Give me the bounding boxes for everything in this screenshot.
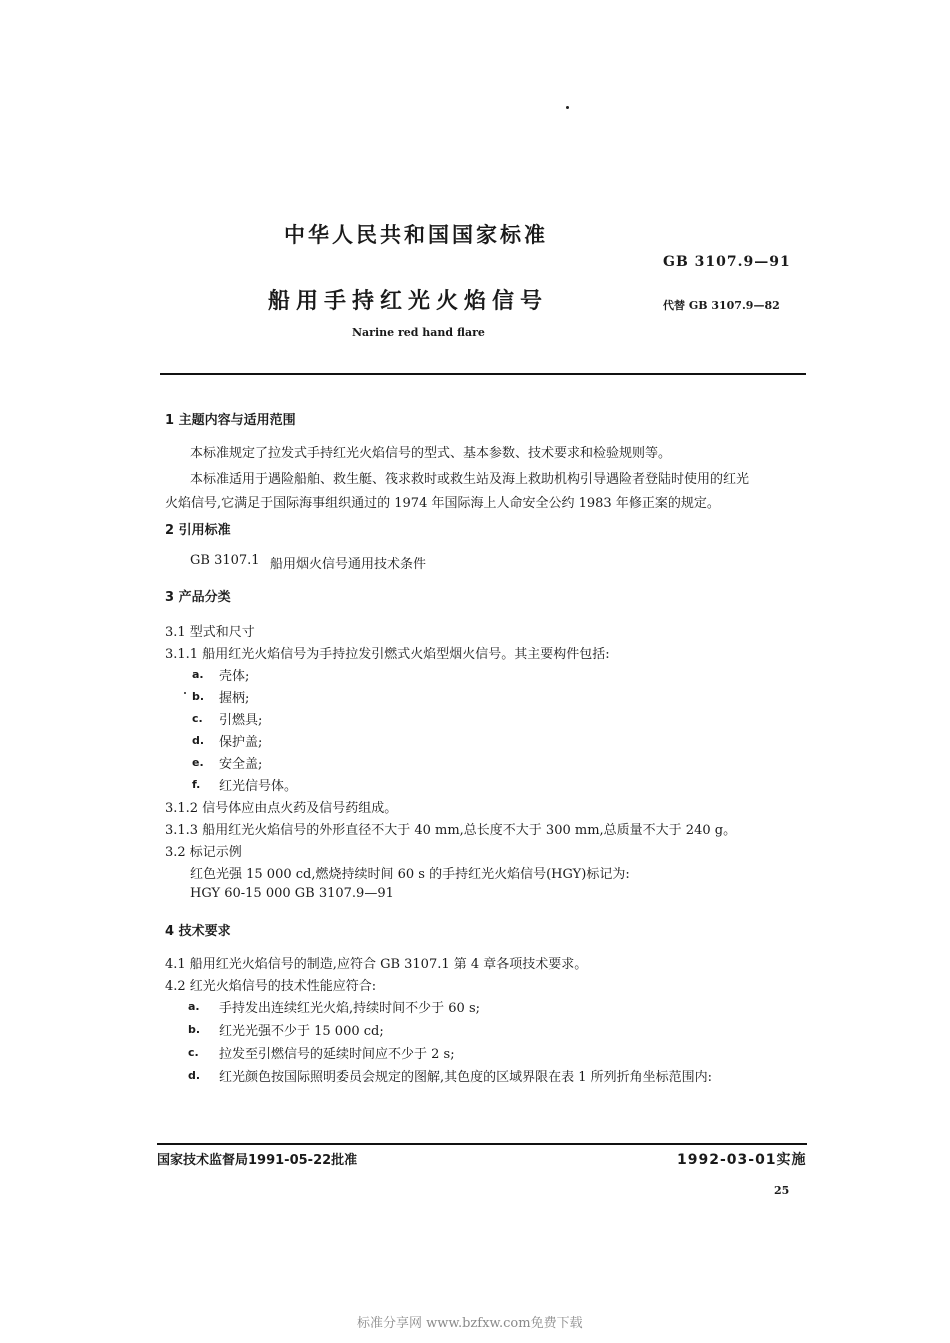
section-3-heading: 3 产品分类 <box>165 590 231 605</box>
component-label: d. <box>192 734 205 747</box>
component-item: 引燃具; <box>219 713 263 728</box>
marking-example-line-2: HGY 60-15 000 GB 3107.9—91 <box>190 886 394 901</box>
document-title: 船用手持红光火焰信号 <box>268 289 549 314</box>
standard-code: GB 3107.9—91 <box>663 254 791 270</box>
requirement-item: 手持发出连续红光火焰,持续时间不少于 60 s; <box>219 1001 480 1016</box>
clause-4-2: 4.2 红光火焰信号的技术性能应符合: <box>165 979 377 994</box>
reference-title: 船用烟火信号通用技术条件 <box>270 557 427 572</box>
clause-3-1: 3.1 型式和尺寸 <box>165 625 255 640</box>
component-item: 保护盖; <box>219 735 263 750</box>
site-watermark: 标准分享网 www.bzfxw.com免费下载 <box>357 1316 583 1331</box>
component-label: e. <box>192 756 204 769</box>
component-item: 握柄; <box>219 691 250 706</box>
section-1-paragraph-1: 本标准规定了拉发式手持红光火焰信号的型式、基本参数、技术要求和检验规则等。 <box>190 446 672 461</box>
requirement-label: b. <box>188 1023 201 1036</box>
clause-3-2: 3.2 标记示例 <box>165 845 242 860</box>
requirement-label: c. <box>188 1046 199 1059</box>
component-item: 壳体; <box>219 669 250 684</box>
approval-date: 国家技术监督局1991-05-22批准 <box>157 1153 358 1168</box>
issuing-country-title: 中华人民共和国国家标准 <box>284 223 548 247</box>
requirement-item: 红光光强不少于 15 000 cd; <box>219 1024 384 1039</box>
requirement-label: a. <box>188 1000 200 1013</box>
section-1-heading: 1 主题内容与适用范围 <box>165 413 296 428</box>
clause-3-1-2: 3.1.2 信号体应由点火药及信号药组成。 <box>165 801 398 816</box>
requirement-item: 拉发至引燃信号的延续时间应不少于 2 s; <box>219 1047 455 1062</box>
scan-speck <box>566 106 569 109</box>
implementation-date: 1992-03-01实施 <box>677 1152 807 1168</box>
section-4-heading: 4 技术要求 <box>165 924 231 939</box>
section-1-paragraph-2-line-1: 本标准适用于遇险船舶、救生艇、筏求救时或救生站及海上救助机构引导遇险者登陆时使用的红光 <box>190 472 750 487</box>
component-label: f. <box>192 778 201 791</box>
header-divider <box>160 373 806 375</box>
section-2-heading: 2 引用标准 <box>165 523 231 538</box>
component-item: 安全盖; <box>219 757 263 772</box>
replaces-code: 代替 GB 3107.9—82 <box>663 299 780 312</box>
footer-divider <box>157 1143 807 1145</box>
requirement-label: d. <box>188 1069 201 1082</box>
english-title: Narine red hand flare <box>352 326 485 339</box>
clause-3-1-1: 3.1.1 船用红光火焰信号为手持拉发引燃式火焰型烟火信号。其主要构件包括: <box>165 647 610 662</box>
clause-4-1: 4.1 船用红光火焰信号的制造,应符合 GB 3107.1 第 4 章各项技术要求。 <box>165 957 588 972</box>
section-1-paragraph-2-line-2: 火焰信号,它满足于国际海事组织通过的 1974 年国际海上人命安全公约 1983 年修正案的规定。 <box>165 496 720 511</box>
requirement-item: 红光颜色按国际照明委员会规定的图解,其色度的区域界限在表 1 所列折角坐标范围内: <box>219 1070 713 1085</box>
scan-speck <box>184 692 186 694</box>
component-label: b. <box>192 690 205 703</box>
component-item: 红光信号体。 <box>219 779 298 794</box>
reference-code: GB 3107.1 <box>190 553 260 568</box>
marking-example-line-1: 红色光强 15 000 cd,燃烧持续时间 60 s 的手持红光火焰信号(HGY)标记为: <box>190 867 630 882</box>
clause-3-1-3: 3.1.3 船用红光火焰信号的外形直径不大于 40 mm,总长度不大于 300 mm,总质量不大于 240 g。 <box>165 823 737 838</box>
component-label: a. <box>192 668 204 681</box>
page-number: 25 <box>774 1184 790 1197</box>
component-label: c. <box>192 712 203 725</box>
